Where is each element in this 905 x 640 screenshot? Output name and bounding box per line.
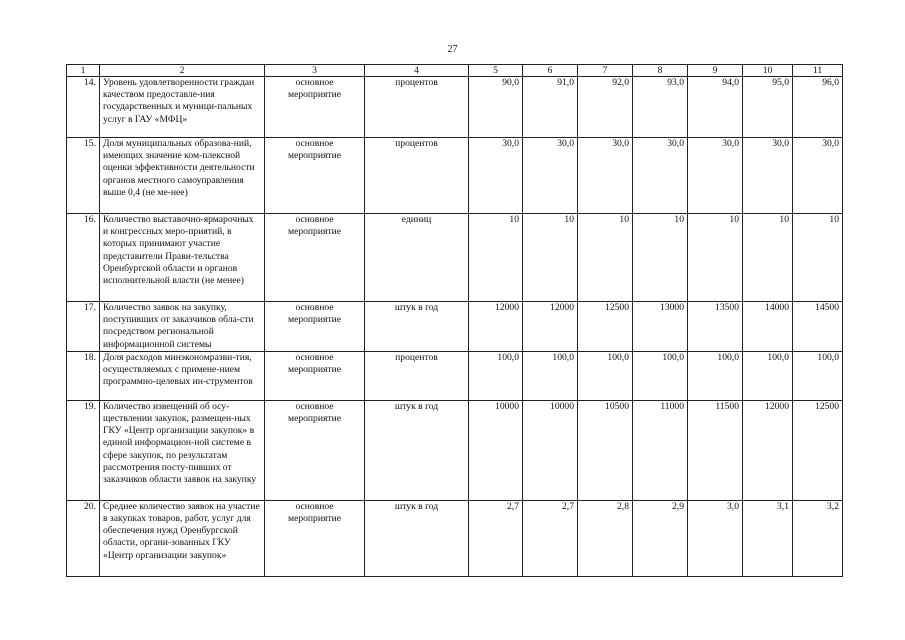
value-cell: 96,0 <box>793 77 843 138</box>
value-cell: 3,0 <box>688 500 743 576</box>
value-cell: 13500 <box>688 302 743 352</box>
value-cell: 30,0 <box>523 138 578 214</box>
value-cell: 93,0 <box>633 77 688 138</box>
value-cell: 100,0 <box>793 351 843 400</box>
value-cell: 100,0 <box>688 351 743 400</box>
event-type: основное мероприятие <box>265 138 365 214</box>
row-number: 15. <box>67 138 100 214</box>
column-header: 1 <box>67 65 100 77</box>
value-cell: 2,7 <box>469 500 523 576</box>
value-cell: 12500 <box>793 400 843 500</box>
value-cell: 13000 <box>633 302 688 352</box>
column-header: 4 <box>365 65 469 77</box>
value-cell: 90,0 <box>469 77 523 138</box>
value-cell: 11000 <box>633 400 688 500</box>
value-cell: 10 <box>743 214 793 302</box>
value-cell: 2,8 <box>578 500 633 576</box>
value-cell: 10000 <box>469 400 523 500</box>
unit-cell: штук в год <box>365 400 469 500</box>
value-cell: 10 <box>688 214 743 302</box>
column-header: 2 <box>100 65 265 77</box>
value-cell: 30,0 <box>469 138 523 214</box>
value-cell: 12000 <box>523 302 578 352</box>
value-cell: 100,0 <box>578 351 633 400</box>
table-row <box>67 302 843 352</box>
indicator-name: Среднее количество заявок на участие в закупках товаров, работ, услуг для обеспечения нужд Оренбургской области, органи-зованных ГКУ «Центр организации закупок» <box>100 500 265 576</box>
value-cell: 91,0 <box>523 77 578 138</box>
value-cell: 30,0 <box>793 138 843 214</box>
column-header: 11 <box>793 65 843 77</box>
indicators-table <box>66 64 843 577</box>
row-number: 19. <box>67 400 100 500</box>
unit-cell: процентов <box>365 77 469 138</box>
column-header: 8 <box>633 65 688 77</box>
value-cell: 10 <box>523 214 578 302</box>
value-cell: 10 <box>633 214 688 302</box>
unit-cell: процентов <box>365 138 469 214</box>
value-cell: 3,1 <box>743 500 793 576</box>
value-cell: 10 <box>793 214 843 302</box>
value-cell: 2,9 <box>633 500 688 576</box>
table-row <box>67 138 843 214</box>
value-cell: 94,0 <box>688 77 743 138</box>
row-number: 18. <box>67 351 100 400</box>
value-cell: 30,0 <box>688 138 743 214</box>
value-cell: 12000 <box>469 302 523 352</box>
unit-cell: штук в год <box>365 500 469 576</box>
value-cell: 10 <box>469 214 523 302</box>
event-type: основное мероприятие <box>265 351 365 400</box>
value-cell: 12500 <box>578 302 633 352</box>
event-type: основное мероприятие <box>265 400 365 500</box>
value-cell: 95,0 <box>743 77 793 138</box>
value-cell: 30,0 <box>578 138 633 214</box>
column-header: 5 <box>469 65 523 77</box>
value-cell: 30,0 <box>743 138 793 214</box>
column-number-row <box>67 65 843 77</box>
unit-cell: процентов <box>365 351 469 400</box>
value-cell: 92,0 <box>578 77 633 138</box>
column-header: 7 <box>578 65 633 77</box>
value-cell: 100,0 <box>523 351 578 400</box>
table-row <box>67 214 843 302</box>
table-row <box>67 351 843 400</box>
row-number: 14. <box>67 77 100 138</box>
value-cell: 14000 <box>743 302 793 352</box>
value-cell: 12000 <box>743 400 793 500</box>
column-header: 10 <box>743 65 793 77</box>
value-cell: 100,0 <box>469 351 523 400</box>
indicator-name: Количество извещений об осу-ществлении закупок, размещен-ных ГКУ «Центр организации закупок» в единой информацион-ной системе в сфере закупок, по результатам рассмотрения посту-пивших от заказчиков области заявок на закупку <box>100 400 265 500</box>
column-header: 6 <box>523 65 578 77</box>
indicator-name: Уровень удовлетворенности граждан качеством предоставле-ния государственных и муници-пальных услуг в ГАУ «МФЦ» <box>100 77 265 138</box>
table-row <box>67 500 843 576</box>
row-number: 16. <box>67 214 100 302</box>
value-cell: 10 <box>578 214 633 302</box>
indicator-name: Доля муниципальных образова-ний, имеющих значение ком-плексной оценки эффективности деятельности органов местного самоуправления выше 0,4 (не ме-нее) <box>100 138 265 214</box>
event-type: основное мероприятие <box>265 214 365 302</box>
row-number: 20. <box>67 500 100 576</box>
table-row <box>67 400 843 500</box>
value-cell: 10000 <box>523 400 578 500</box>
value-cell: 100,0 <box>743 351 793 400</box>
value-cell: 10500 <box>578 400 633 500</box>
unit-cell: штук в год <box>365 302 469 352</box>
event-type: основное мероприятие <box>265 500 365 576</box>
value-cell: 3,2 <box>793 500 843 576</box>
value-cell: 30,0 <box>633 138 688 214</box>
page-number: 27 <box>447 44 458 55</box>
value-cell: 2,7 <box>523 500 578 576</box>
unit-cell: единиц <box>365 214 469 302</box>
indicator-name: Количество выставочно-ярмарочных и конгрессных меро-приятий, в которых принимают участие представители Прави-тельства Оренбургской области и органов исполнительной власти (не менее) <box>100 214 265 302</box>
column-header: 3 <box>265 65 365 77</box>
table-row <box>67 77 843 138</box>
value-cell: 100,0 <box>633 351 688 400</box>
event-type: основное мероприятие <box>265 77 365 138</box>
indicator-name: Количество заявок на закупку, поступивших от заказчиков обла-сти посредством региональной информационной системы <box>100 302 265 352</box>
value-cell: 11500 <box>688 400 743 500</box>
value-cell: 14500 <box>793 302 843 352</box>
indicator-name: Доля расходов минэкономразви-тия, осуществляемых с примене-нием программно-целевых ин-струментов <box>100 351 265 400</box>
event-type: основное мероприятие <box>265 302 365 352</box>
column-header: 9 <box>688 65 743 77</box>
row-number: 17. <box>67 302 100 352</box>
